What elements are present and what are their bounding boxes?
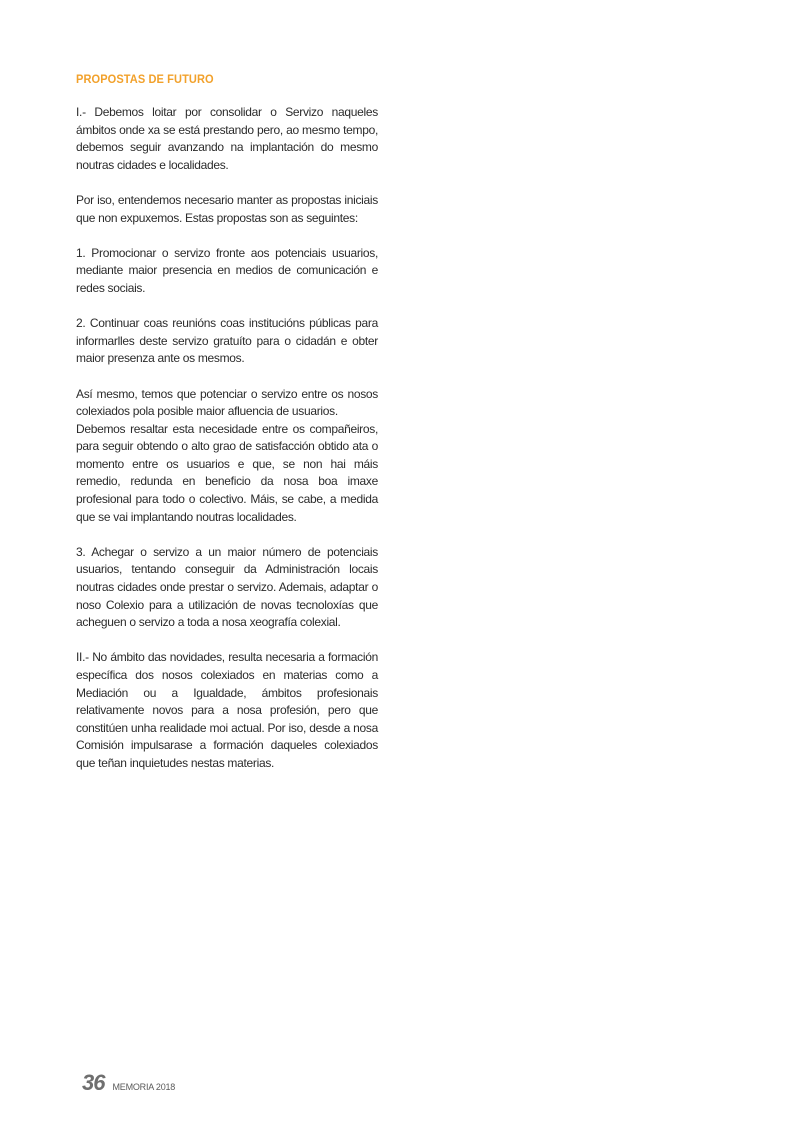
text-column: [76, 72, 378, 790]
footer-label: MEMORIA 2018: [112, 1082, 176, 1092]
paragraph-proposals-lead: Por iso, entendemos necesario manter as propostas iniciais que non expuxemos. Estas propostas son as seguintes:: [76, 192, 378, 225]
paragraph-intro: I.- Debemos loitar por consolidar o Servizo naqueles ámbitos onde xa se está prestando pero, ao mesmo tempo, debemos seguir avanzando na implantación do mesmo noutras cidades e localidades.: [76, 105, 378, 172]
paragraph-satisfaction: Debemos resaltar esta necesidade entre os compañeiros, para seguir obtendo o alto grao de satisfacción obtido ata o momento entre os usuarios e que, se non hai máis remedio, redunda en beneficio da nosa boa imaxe profesional para todo o colectivo. Máis, se cabe, a medida que se vai implantando noutras localidades.: [76, 421, 378, 524]
paragraph-proposal-1: 1. Promocionar o servizo fronte aos potenciais usuarios, mediante maior presencia en medios de comunicación e redes sociais.: [76, 245, 378, 295]
paragraph-novelties: II.- No ámbito das novidades, resulta necesaria a formación específica dos nosos colexiados en materias como a Mediación ou a Igualdade, ámbitos profesionais relativamente novos para a nosa profesión, pero que constitúen unha realidade moi actual. Por iso, desde a nosa Comisión impulsarase a formación daqueles colexiados que teñan inquietudes nestas materias.: [76, 650, 378, 770]
page-number: 36: [82, 1070, 105, 1095]
paragraph-colleagues: Así mesmo, temos que potenciar o servizo entre os nosos colexiados pola posible maior afluencia de usuarios.: [76, 386, 378, 419]
page-footer: [82, 1070, 175, 1096]
section-heading: PROPOSTAS DE FUTURO: [76, 72, 214, 86]
paragraph-proposal-3: 3. Achegar o servizo a un maior número de potenciais usuarios, tentando conseguir da Administración locais noutras cidades onde prestar o servizo. Ademais, adaptar o noso Colexio para a utilización de novas tecnoloxías que acheguen o servizo a toda a nosa xeografía colexial.: [76, 544, 378, 630]
paragraph-proposal-2: 2. Continuar coas reunións coas institucións públicas para informarlles deste servizo gratuíto para o cidadán e obter maior presenza ante os mesmos.: [76, 316, 378, 366]
